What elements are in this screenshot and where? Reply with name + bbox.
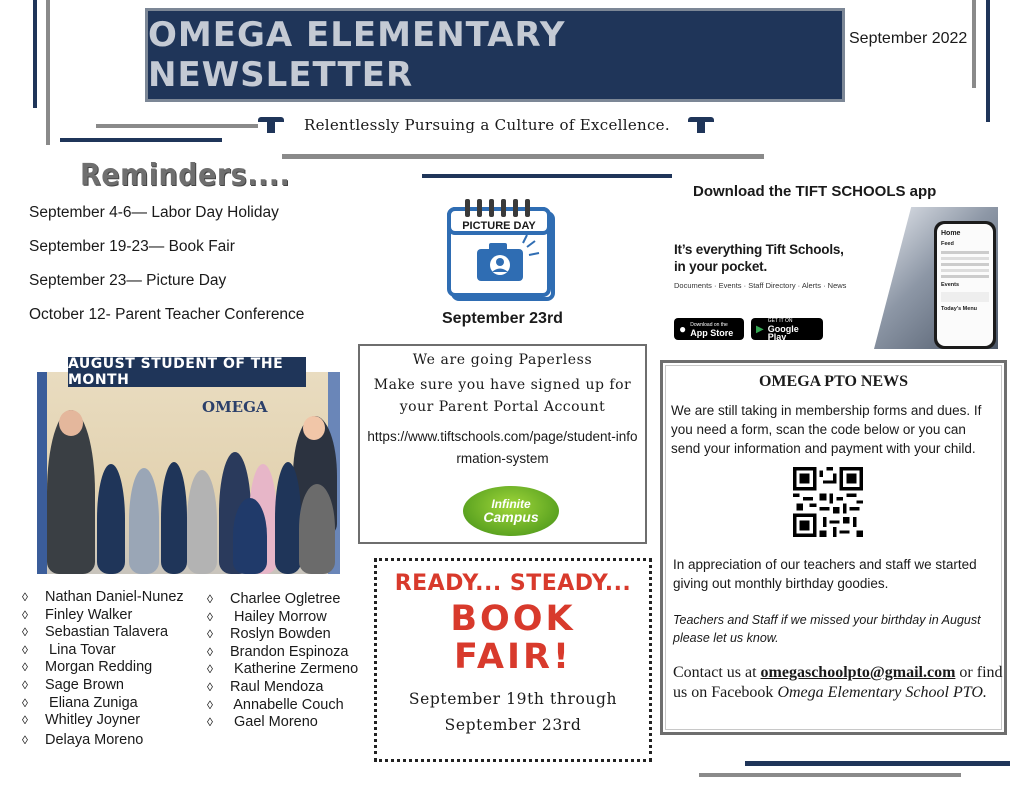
qr-code-icon[interactable] [793, 467, 863, 537]
reminder-item: September 4-6— Labor Day Holiday [29, 204, 279, 221]
frame-bar [96, 124, 258, 128]
paperless-notice [358, 344, 647, 544]
diamond-bullet-icon: ◊ [207, 644, 213, 659]
logo-text: Infinite [491, 497, 531, 511]
book-fair-dates: September 19th through September 23rd [408, 690, 618, 734]
list-item: ◊ Morgan Redding [22, 659, 153, 676]
student-group-photo [37, 372, 340, 574]
diamond-bullet-icon: ◊ [22, 677, 28, 692]
phone-mockup: Home Feed Events Today's Menu [934, 221, 996, 349]
list-item: ◊ Finley Walker [22, 606, 133, 623]
diamond-bullet-icon: ◊ [22, 713, 28, 728]
photo-wall-label: OMEGA [202, 398, 268, 416]
list-item: ◊ Eliana Zuniga [22, 694, 138, 711]
diamond-bullet-icon: ◊ [207, 679, 213, 694]
diamond-bullet-icon: ◊ [22, 625, 28, 640]
list-item: ◊ Delaya Moreno [22, 731, 144, 748]
list-item: ◊ Brandon Espinoza [207, 643, 349, 660]
pto-title: OMEGA PTO NEWS [758, 373, 909, 390]
list-item: ◊ Nathan Daniel-Nunez [22, 589, 184, 605]
pto-appreciation-text: In appreciation of our teachers and staff we started giving out monthly birthday goodies. [673, 557, 977, 591]
list-item: ◊ Charlee Ogletree [207, 591, 341, 607]
google-play-badge[interactable]: ▶ GET IT ON Google Play [751, 318, 823, 340]
diamond-bullet-icon: ◊ [207, 715, 213, 730]
app-tagline: It’s everything Tift Schools, in your pocket. [674, 242, 844, 274]
diamond-bullet-icon: ◊ [22, 660, 28, 675]
pto-email-link[interactable]: omegaschoolpto@gmail.com [760, 664, 956, 681]
list-item: ◊ Raul Mendoza [207, 678, 324, 695]
book-fair-line: FAIR! [454, 637, 572, 677]
picture-day-date: September 23rd [442, 310, 563, 327]
list-item: ◊ Hailey Morrow [207, 608, 327, 625]
student-names-left [22, 589, 184, 749]
newsletter-title: OMEGA ELEMENTARY NEWSLETTER [148, 15, 566, 95]
diamond-bullet-icon: ◊ [22, 607, 28, 622]
diamond-bullet-icon: ◊ [22, 590, 28, 604]
pto-contact: Contact us at omegaschoolpto@gmail.com or find us on Facebook Omega Elementary School PTO. [673, 664, 1003, 701]
frame-bar [282, 154, 764, 159]
infinite-campus-logo [463, 486, 559, 536]
list-item: ◊ Sage Brown [22, 676, 124, 693]
newsletter-header [145, 8, 845, 102]
list-item: ◊ Roslyn Bowden [207, 626, 331, 643]
frame-bar [422, 174, 672, 178]
pto-facebook-name: Omega Elementary School PTO. [777, 684, 987, 701]
frame-bar [972, 0, 976, 88]
book-fair-title [377, 600, 649, 676]
frame-bar [986, 0, 990, 122]
app-store-badge[interactable]: ● Download on the App Store [674, 318, 744, 340]
list-item: ◊ Lina Tovar [22, 641, 116, 658]
diamond-bullet-icon: ◊ [207, 662, 213, 677]
picture-day-icon-label: PICTURE DAY [462, 220, 536, 232]
diamond-bullet-icon: ◊ [22, 642, 28, 657]
list-item: ◊ Gael Moreno [207, 714, 318, 731]
pto-membership-text: We are still taking in membership forms and dues. If you need a form, scan the code below or you can send your information and payment with your child. [671, 403, 982, 456]
student-of-month-banner: AUGUST STUDENT OF THE MONTH [68, 357, 306, 387]
play-icon: ▶ [756, 323, 764, 335]
diamond-bullet-icon: ◊ [22, 695, 28, 710]
frame-bar [699, 773, 961, 777]
app-heading: Download the TIFT SCHOOLS app [693, 183, 937, 200]
list-item: ◊ Whitley Joyner [22, 712, 141, 729]
logo-text: Campus [483, 509, 539, 525]
tift-t-logo-icon [688, 117, 714, 133]
diamond-bullet-icon: ◊ [22, 732, 28, 747]
motto-row [258, 114, 742, 136]
diamond-bullet-icon: ◊ [207, 697, 213, 712]
reminders-heading: Reminders.... [80, 158, 291, 193]
book-fair-line: BOOK [450, 599, 576, 639]
list-item: ◊ Katherine Zermeno [207, 661, 359, 678]
book-fair-notice [374, 558, 652, 762]
picture-day-calendar-icon [447, 199, 559, 303]
frame-bar [745, 761, 1010, 766]
apple-icon: ● [679, 322, 687, 336]
reminder-list [29, 202, 304, 338]
issue-date: September 2022 [849, 30, 968, 47]
frame-bar [46, 0, 50, 145]
app-features: Documents · Events · Staff Directory · Alerts · News [674, 281, 847, 290]
paperless-message: Make sure you have signed up for your Parent Portal Account [373, 377, 632, 415]
parent-portal-link[interactable]: https://www.tiftschools.com/page/student-information-system [367, 429, 638, 466]
list-item: ◊ Annabelle Couch [207, 696, 344, 713]
diamond-bullet-icon: ◊ [207, 627, 213, 642]
pto-birthday-note: Teachers and Staff if we missed your birthday in August please let us know. [673, 613, 981, 645]
book-fair-ready: READY... STEADY... [394, 571, 632, 596]
paperless-title: We are going Paperless [412, 352, 593, 368]
reminder-item: September 19-23— Book Fair [29, 238, 235, 255]
diamond-bullet-icon: ◊ [207, 592, 213, 606]
frame-bar [33, 0, 37, 108]
student-names-right [207, 591, 358, 732]
frame-bar [60, 138, 222, 142]
reminder-item: September 23— Picture Day [29, 272, 227, 289]
app-banner [670, 207, 998, 349]
diamond-bullet-icon: ◊ [207, 609, 213, 624]
reminder-item: October 12- Parent Teacher Conference [29, 306, 305, 323]
motto: Relentlessly Pursuing a Culture of Excellence. [304, 116, 670, 134]
pto-news-box [660, 360, 1007, 735]
tift-t-logo-icon [258, 117, 284, 133]
list-item: ◊ Sebastian Talavera [22, 624, 169, 641]
